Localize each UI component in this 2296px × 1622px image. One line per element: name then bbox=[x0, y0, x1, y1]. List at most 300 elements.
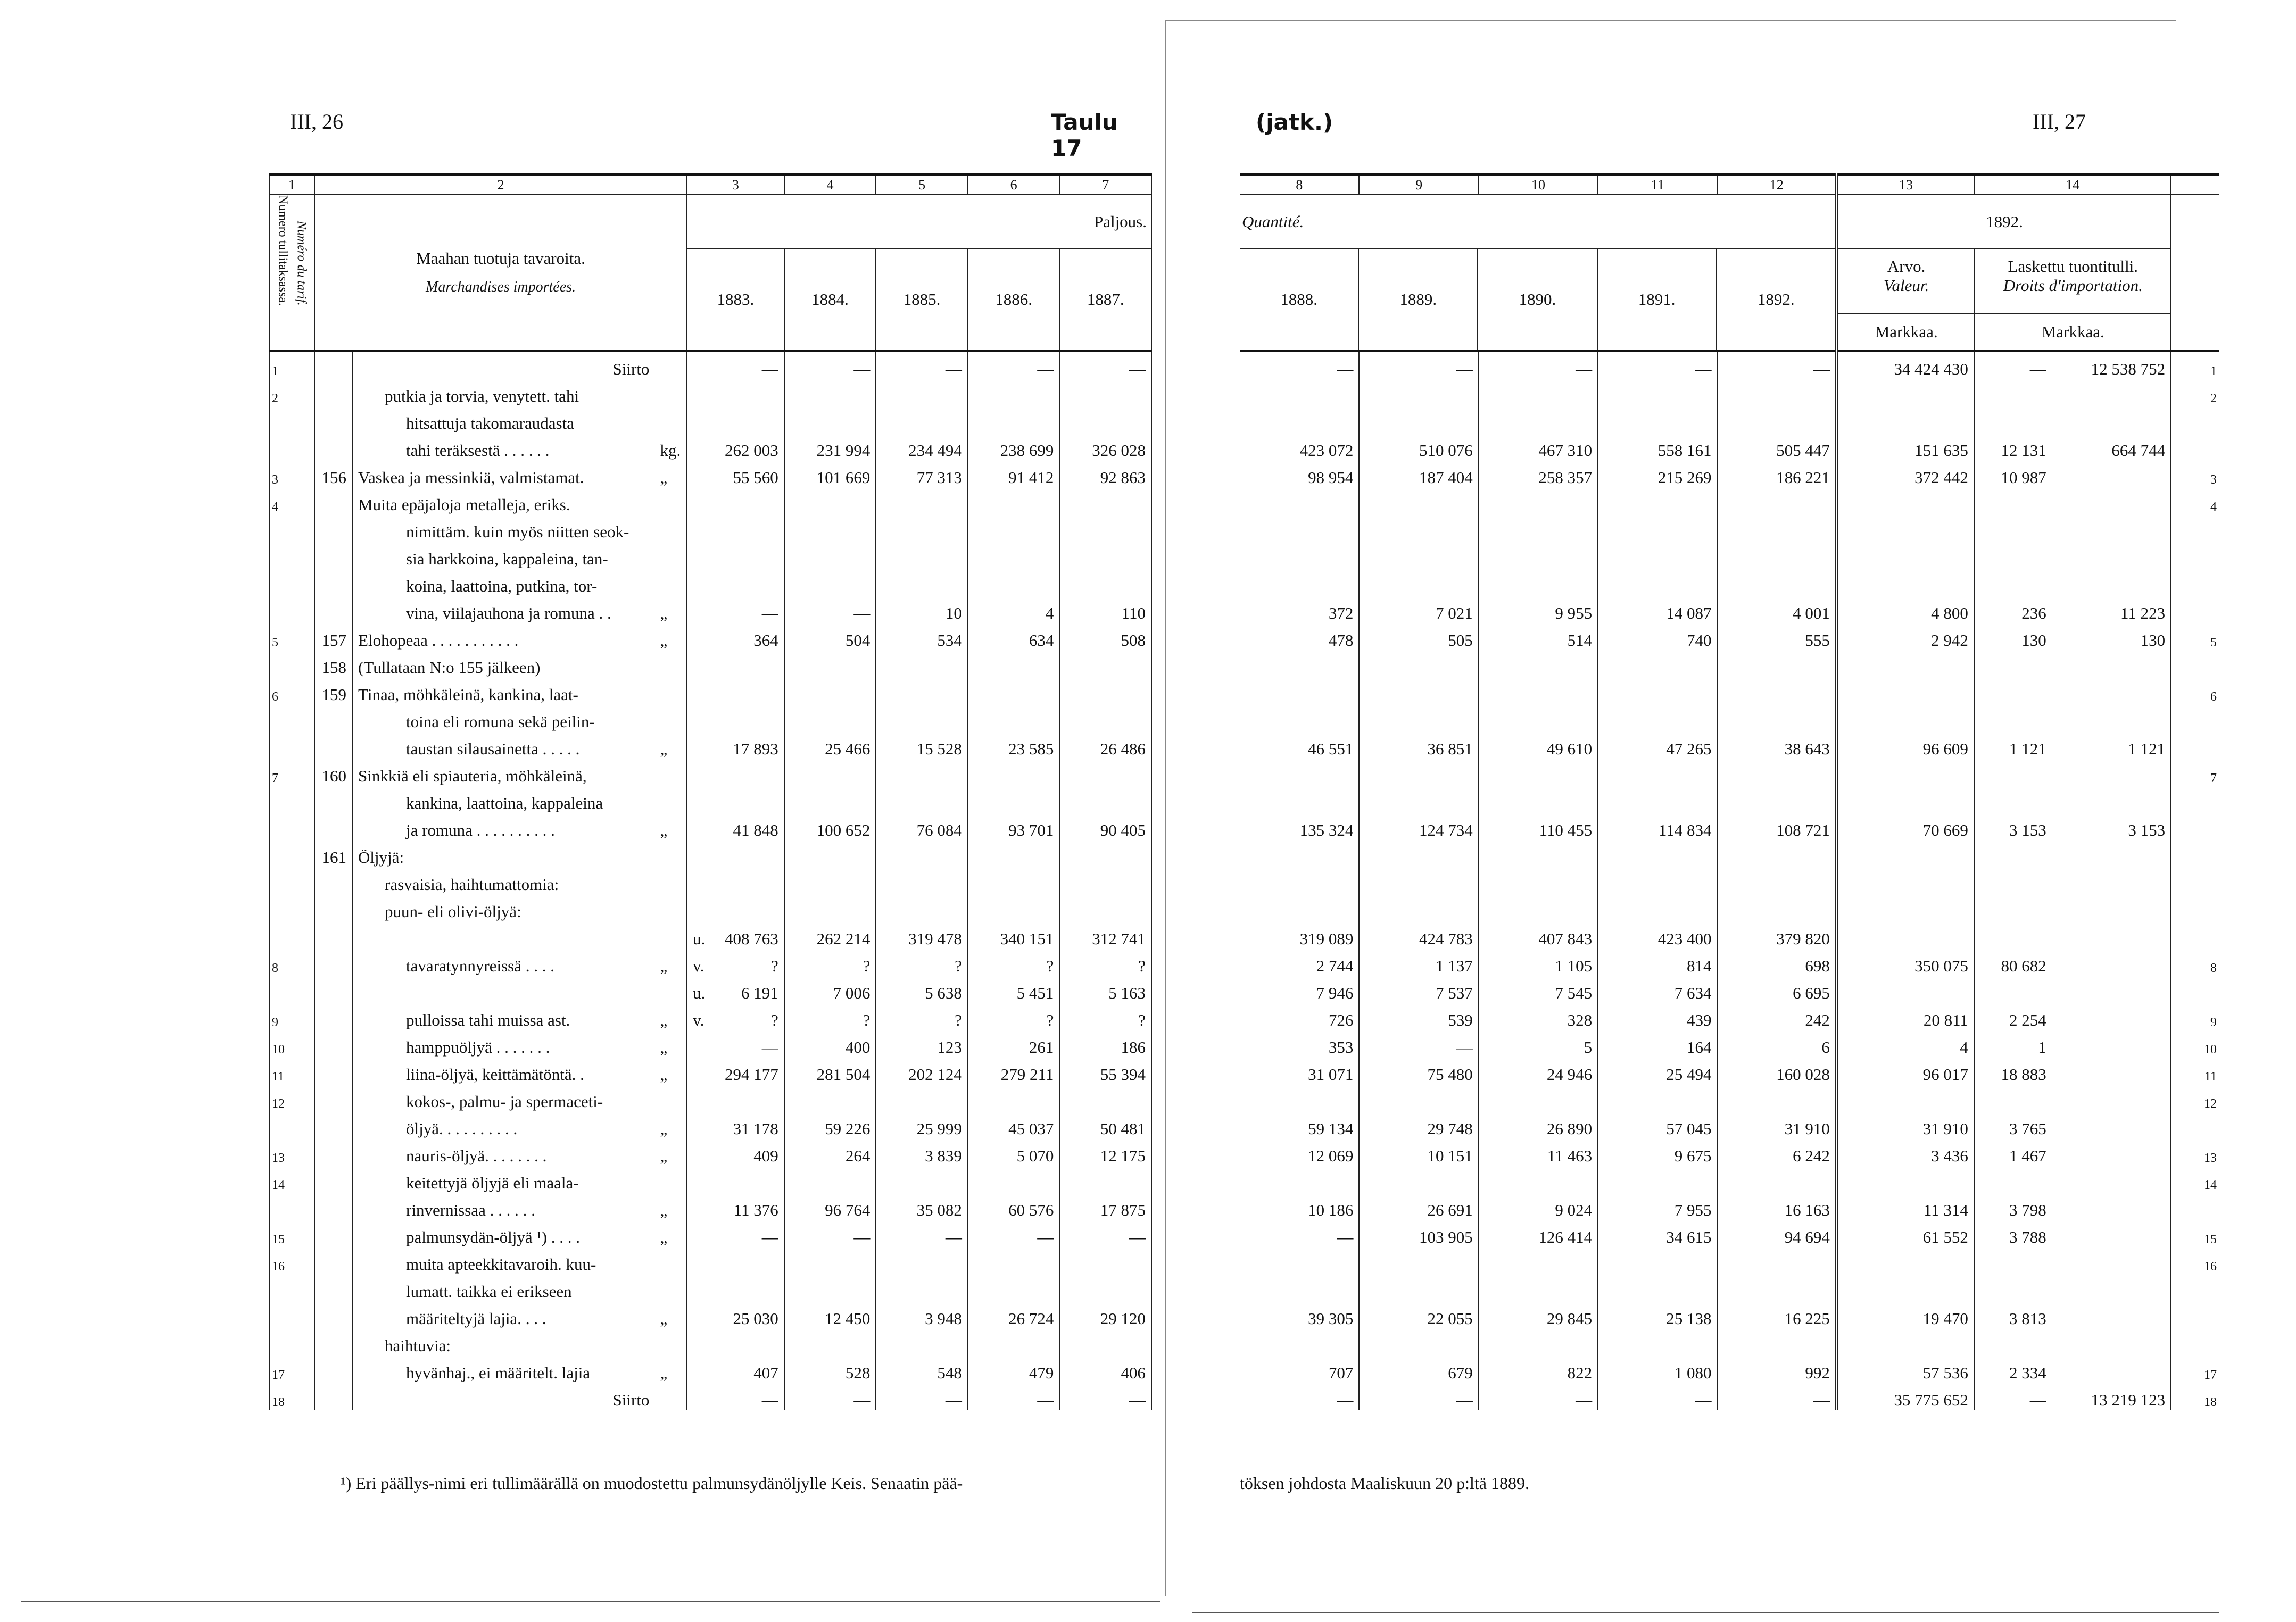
duty-total-cell: 11 223 bbox=[2120, 604, 2166, 622]
row-number: 17 bbox=[2171, 1355, 2219, 1383]
row-number: 7 bbox=[269, 759, 314, 786]
tariff-number-label: Numero tullitaksassa. bbox=[276, 195, 290, 306]
row-number bbox=[269, 406, 314, 433]
row-number bbox=[2171, 542, 2219, 569]
row-number bbox=[269, 1193, 314, 1220]
quantity-cell bbox=[687, 1003, 784, 1030]
quantity-value: ? bbox=[771, 1011, 778, 1029]
tariff-number: 157 bbox=[314, 623, 352, 650]
row-number bbox=[2171, 1328, 2219, 1355]
row-number: 7 bbox=[2171, 759, 2219, 786]
quantity-cell bbox=[1598, 704, 1717, 731]
row-number bbox=[269, 433, 314, 460]
quantity-cell bbox=[1479, 1274, 1598, 1301]
unit-mark: „ bbox=[660, 1201, 668, 1219]
quantity-cell bbox=[1059, 759, 1151, 786]
quantity-cell: 231 994 bbox=[784, 433, 876, 460]
quantity-cell bbox=[1479, 406, 1598, 433]
quantity-cell bbox=[784, 650, 876, 677]
brace-mark: v. bbox=[693, 956, 704, 975]
row-number bbox=[2171, 650, 2219, 677]
quantity-cell: — bbox=[784, 351, 876, 379]
value-cell bbox=[1837, 1166, 1974, 1193]
table-row bbox=[1240, 1084, 2219, 1111]
unit-mark: „ bbox=[660, 739, 668, 758]
unit-mark bbox=[654, 1274, 687, 1301]
table-row bbox=[1240, 487, 2219, 514]
quantity-cell: — bbox=[1359, 1383, 1478, 1410]
tariff-number: 156 bbox=[314, 460, 352, 487]
quantity-cell: — bbox=[1479, 1383, 1598, 1410]
quantity-cell bbox=[876, 1166, 968, 1193]
quantity-cell bbox=[1598, 514, 1717, 542]
value-cell bbox=[1837, 677, 1974, 704]
quantity-cell: 234 494 bbox=[876, 433, 968, 460]
right-page-number: III, 27 bbox=[2033, 110, 2086, 134]
goods-description: Vaskea ja messinkiä, valmistamat. bbox=[352, 460, 654, 487]
row-number: 13 bbox=[269, 1138, 314, 1166]
table-row bbox=[1240, 460, 2219, 487]
row-number bbox=[2171, 921, 2219, 949]
quantity-cell: 7 955 bbox=[1598, 1193, 1717, 1220]
quantity-cell: 103 905 bbox=[1359, 1220, 1478, 1247]
markkaa-value: Markkaa. bbox=[1838, 314, 1976, 350]
tariff-number bbox=[314, 704, 352, 731]
quantity-cell bbox=[1059, 650, 1151, 677]
unit-mark bbox=[654, 677, 687, 704]
quantity-cell bbox=[968, 867, 1060, 894]
quantity-cell bbox=[1059, 542, 1151, 569]
quantity-cell bbox=[968, 894, 1060, 921]
quantity-cell bbox=[1359, 1247, 1478, 1274]
quantity-cell bbox=[1240, 650, 1359, 677]
quantity-cell bbox=[784, 406, 876, 433]
quantity-cell: 164 bbox=[1598, 1030, 1717, 1057]
table-row bbox=[269, 1383, 1151, 1410]
unit-mark: „ bbox=[660, 1065, 668, 1084]
unit-mark: „ bbox=[660, 1363, 668, 1382]
quantity-cell: 328 bbox=[1479, 1003, 1598, 1030]
quantity-cell bbox=[1718, 704, 1837, 731]
table-row bbox=[269, 569, 1151, 596]
duty-cell: — bbox=[1974, 1383, 2052, 1410]
quantity-cell bbox=[1718, 379, 1837, 406]
year-1887: 1887. bbox=[1087, 290, 1124, 309]
quantity-cell bbox=[687, 1328, 784, 1355]
duty-total-cell bbox=[2052, 1030, 2171, 1057]
duty-total-cell bbox=[2052, 921, 2171, 949]
quantity-cell: 11 463 bbox=[1479, 1138, 1598, 1166]
table-row bbox=[1240, 1328, 2219, 1355]
quantity-cell: 514 bbox=[1479, 623, 1598, 650]
goods-description: taustan silausainetta . . . . . bbox=[352, 731, 654, 759]
quantity-cell bbox=[784, 1247, 876, 1274]
quantity-cell: 12 450 bbox=[784, 1301, 876, 1328]
quantity-cell bbox=[687, 1084, 784, 1111]
quantity-cell bbox=[1359, 677, 1478, 704]
quantity-cell bbox=[687, 677, 784, 704]
quantity-cell: 16 163 bbox=[1718, 1193, 1837, 1220]
quantity-cell bbox=[784, 542, 876, 569]
quantity-cell bbox=[1059, 569, 1151, 596]
tariff-number bbox=[314, 542, 352, 569]
table-row bbox=[269, 351, 1151, 379]
table-row bbox=[1240, 704, 2219, 731]
duty-total-cell bbox=[2052, 1084, 2171, 1111]
row-number: 4 bbox=[2171, 487, 2219, 514]
quantity-cell bbox=[1240, 894, 1359, 921]
colnum-8: 8 bbox=[1240, 174, 1359, 195]
quantity-cell: 319 089 bbox=[1299, 929, 1354, 948]
quantity-cell: 478 bbox=[1328, 631, 1354, 650]
quantity-cell bbox=[876, 894, 968, 921]
goods-description: (Tullataan N:o 155 jälkeen) bbox=[352, 650, 654, 677]
quantity-cell bbox=[1359, 759, 1478, 786]
table-row bbox=[269, 704, 1151, 731]
duty-total-cell bbox=[2052, 514, 2171, 542]
row-number bbox=[2171, 569, 2219, 596]
quantity-cell: 135 324 bbox=[1299, 821, 1354, 839]
quantity-cell bbox=[1059, 1274, 1151, 1301]
quantity-cell: — bbox=[1359, 1030, 1478, 1057]
unit-mark: „ bbox=[660, 1228, 668, 1246]
table-row bbox=[1240, 1355, 2219, 1383]
duty-cell: 80 682 bbox=[1974, 949, 2052, 976]
quantity-cell bbox=[1598, 1084, 1717, 1111]
row-number: 14 bbox=[2171, 1166, 2219, 1193]
quantity-cell bbox=[687, 867, 784, 894]
quantity-cell bbox=[968, 379, 1060, 406]
duty-cell: 3 765 bbox=[1974, 1111, 2052, 1138]
quantity-cell bbox=[1598, 677, 1717, 704]
quantity-cell bbox=[1479, 1166, 1598, 1193]
duty-cell bbox=[1974, 542, 2052, 569]
row-number: 8 bbox=[269, 949, 314, 976]
row-number bbox=[269, 1301, 314, 1328]
quantity-cell: 15 528 bbox=[876, 731, 968, 759]
quantity-cell: — bbox=[1718, 1383, 1837, 1410]
year-1884: 1884. bbox=[785, 249, 877, 350]
unit-mark bbox=[654, 1328, 687, 1355]
quantity-cell bbox=[968, 840, 1060, 867]
quantity-cell bbox=[1240, 569, 1359, 596]
goods-description: lumatt. taikka ei erikseen bbox=[352, 1274, 654, 1301]
quantity-cell bbox=[784, 379, 876, 406]
quantity-cell bbox=[1240, 514, 1359, 542]
unit-mark bbox=[654, 786, 687, 813]
row-number: 2 bbox=[269, 379, 314, 406]
year-1892: 1892. bbox=[1757, 290, 1795, 309]
value-cell bbox=[1837, 1328, 1974, 1355]
duty-cell bbox=[1974, 759, 2052, 786]
table-row bbox=[269, 1301, 1151, 1328]
row-number bbox=[2171, 894, 2219, 921]
quantity-cell bbox=[1479, 677, 1598, 704]
tariff-number bbox=[314, 949, 352, 976]
goods-description: Elohopeaa . . . . . . . . . . . bbox=[352, 623, 654, 650]
duty-total-cell: 12 538 752 bbox=[2091, 360, 2166, 378]
value-cell bbox=[1837, 569, 1974, 596]
table-row bbox=[1240, 1220, 2219, 1247]
duty-cell bbox=[1974, 704, 2052, 731]
value-cell: 61 552 bbox=[1837, 1220, 1974, 1247]
quantity-cell: 25 466 bbox=[784, 731, 876, 759]
tariff-number bbox=[314, 894, 352, 921]
row-number: 1 bbox=[2171, 351, 2219, 379]
duty-cell bbox=[1974, 894, 2052, 921]
quantity-cell bbox=[1598, 786, 1717, 813]
duty-total-cell bbox=[2052, 569, 2171, 596]
quantity-cell: — bbox=[876, 1383, 968, 1410]
quantity-cell: 423 072 bbox=[1299, 441, 1354, 460]
row-number bbox=[2171, 786, 2219, 813]
tariff-number bbox=[314, 487, 352, 514]
quantity-cell bbox=[1718, 1247, 1837, 1274]
table-row bbox=[1240, 1274, 2219, 1301]
duty-total-cell bbox=[2052, 1220, 2171, 1247]
duty-cell bbox=[1974, 786, 2052, 813]
table-row bbox=[269, 759, 1151, 786]
quantity-cell: 114 834 bbox=[1598, 813, 1717, 840]
duty-cell bbox=[1974, 867, 2052, 894]
quantity-cell: 7 545 bbox=[1479, 976, 1598, 1003]
quantity-cell bbox=[1718, 894, 1837, 921]
table-row bbox=[269, 813, 1151, 840]
value-cell: 34 424 430 bbox=[1837, 351, 1974, 379]
duty-cell: 18 883 bbox=[1974, 1057, 2052, 1084]
quantity-cell bbox=[968, 1247, 1060, 1274]
quantity-cell bbox=[1240, 542, 1359, 569]
quantity-cell bbox=[968, 1328, 1060, 1355]
tariff-number: 158 bbox=[314, 650, 352, 677]
quantity-cell: 17 893 bbox=[687, 731, 784, 759]
quantity-cell bbox=[968, 1166, 1060, 1193]
quantity-cell bbox=[784, 786, 876, 813]
duty-total-cell bbox=[2052, 867, 2171, 894]
tariff-number bbox=[314, 1030, 352, 1057]
quantity-cell: 36 851 bbox=[1359, 731, 1478, 759]
quantity-cell bbox=[876, 514, 968, 542]
quantity-cell: 26 486 bbox=[1059, 731, 1151, 759]
quantity-cell: 279 211 bbox=[968, 1057, 1060, 1084]
tariff-number bbox=[314, 1383, 352, 1410]
table-row bbox=[269, 1003, 1151, 1030]
quantity-cell bbox=[876, 677, 968, 704]
table-row bbox=[1240, 867, 2219, 894]
table-row bbox=[269, 1084, 1151, 1111]
tariff-number: 159 bbox=[314, 677, 352, 704]
quantity-cell: 740 bbox=[1598, 623, 1717, 650]
value-cell bbox=[1837, 921, 1974, 949]
quantity-cell: 814 bbox=[1598, 949, 1717, 976]
brace-mark: v. bbox=[693, 1011, 704, 1029]
table-row bbox=[269, 487, 1151, 514]
quantity-cell: ? bbox=[784, 949, 876, 976]
quantity-cell bbox=[1718, 542, 1837, 569]
value-cell bbox=[1837, 1084, 1974, 1111]
table-title-continued: (jatk.) bbox=[1256, 109, 1333, 135]
unit-mark bbox=[654, 379, 687, 406]
table-row bbox=[269, 1220, 1151, 1247]
goods-description: tahi teräksestä . . . . . . bbox=[352, 433, 654, 460]
unit-mark: „ bbox=[660, 631, 668, 650]
table-row bbox=[1240, 1193, 2219, 1220]
goods-description: Siirto bbox=[352, 1383, 654, 1410]
value-cell bbox=[1837, 1247, 1974, 1274]
quantity-cell: — bbox=[1479, 351, 1598, 379]
quantity-cell: 100 652 bbox=[784, 813, 876, 840]
quantity-cell bbox=[1598, 840, 1717, 867]
quantity-cell: 31 178 bbox=[687, 1111, 784, 1138]
quantity-cell bbox=[1718, 406, 1837, 433]
quantity-cell: 5 638 bbox=[876, 976, 968, 1003]
duty-cell bbox=[1974, 1247, 2052, 1274]
quantity-cell: 406 bbox=[1059, 1355, 1151, 1383]
duty-total-cell bbox=[2052, 704, 2171, 731]
quantity-cell bbox=[1718, 759, 1837, 786]
quantity-cell bbox=[1598, 569, 1717, 596]
quantity-cell: 26 691 bbox=[1359, 1193, 1478, 1220]
quantity-cell: 4 bbox=[968, 596, 1060, 623]
unit-mark bbox=[654, 840, 687, 867]
duty-total-cell bbox=[2052, 759, 2171, 786]
quantity-cell bbox=[1359, 786, 1478, 813]
quantity-cell bbox=[1479, 1084, 1598, 1111]
table-row bbox=[269, 379, 1151, 406]
quantity-cell: 41 848 bbox=[687, 813, 784, 840]
row-number: 15 bbox=[269, 1220, 314, 1247]
quantity-cell bbox=[968, 1274, 1060, 1301]
quantity-cell bbox=[876, 542, 968, 569]
duty-total-cell bbox=[2052, 1355, 2171, 1383]
table-row bbox=[1240, 840, 2219, 867]
row-number bbox=[2171, 406, 2219, 433]
quantity-cell: — bbox=[784, 1383, 876, 1410]
unit-mark bbox=[654, 1383, 687, 1410]
value-cell: 4 bbox=[1837, 1030, 1974, 1057]
quantity-cell: ? bbox=[968, 949, 1060, 976]
quantity-cell: 108 721 bbox=[1718, 813, 1837, 840]
table-row bbox=[1240, 1057, 2219, 1084]
duty-cell: 3 798 bbox=[1974, 1193, 2052, 1220]
quantity-cell bbox=[1059, 840, 1151, 867]
row-number: 6 bbox=[2171, 677, 2219, 704]
row-number: 12 bbox=[2171, 1084, 2219, 1111]
quantity-cell: 258 357 bbox=[1479, 460, 1598, 487]
quantity-cell bbox=[687, 1274, 784, 1301]
value-cell: 350 075 bbox=[1837, 949, 1974, 976]
duty-total-cell bbox=[2052, 1057, 2171, 1084]
row-number bbox=[269, 921, 314, 949]
quantity-cell bbox=[1059, 867, 1151, 894]
quantity-cell: 319 478 bbox=[876, 921, 968, 949]
quantity-cell: 992 bbox=[1718, 1355, 1837, 1383]
quantity-cell: 372 bbox=[1328, 604, 1354, 622]
duty-cell bbox=[1974, 921, 2052, 949]
quantity-cell bbox=[784, 704, 876, 731]
value-cell bbox=[1837, 514, 1974, 542]
quantity-cell bbox=[876, 840, 968, 867]
quantity-cell bbox=[784, 840, 876, 867]
duty-total-cell: 3 153 bbox=[2128, 821, 2166, 839]
quantity-cell: — bbox=[1598, 1383, 1717, 1410]
unit-mark: „ bbox=[660, 1038, 668, 1057]
duty-total-cell bbox=[2052, 487, 2171, 514]
row-number: 9 bbox=[2171, 1003, 2219, 1030]
quantity-cell bbox=[1240, 1166, 1359, 1193]
value-cell bbox=[1837, 759, 1974, 786]
quantity-cell: 364 bbox=[687, 623, 784, 650]
value-cell: 96 017 bbox=[1837, 1057, 1974, 1084]
quantity-cell: 4 001 bbox=[1718, 596, 1837, 623]
quantity-cell bbox=[784, 514, 876, 542]
footnote-right: töksen johdosta Maaliskuun 20 p:ltä 1889. bbox=[1240, 1474, 1529, 1493]
table-row bbox=[269, 976, 1151, 1003]
quantity-cell bbox=[687, 786, 784, 813]
table-row bbox=[269, 1057, 1151, 1084]
table-row bbox=[1240, 351, 2219, 379]
quantity-cell bbox=[876, 1247, 968, 1274]
value-cell bbox=[1837, 650, 1974, 677]
duty-total-cell: 1 121 bbox=[2128, 739, 2166, 758]
quantity-cell bbox=[1359, 1328, 1478, 1355]
quantity-cell: 160 028 bbox=[1718, 1057, 1837, 1084]
row-number bbox=[2171, 596, 2219, 623]
colnum-1: 1 bbox=[269, 174, 314, 195]
duty-cell: 3 813 bbox=[1974, 1301, 2052, 1328]
tariff-number bbox=[314, 1220, 352, 1247]
duty-total-cell bbox=[2052, 1111, 2171, 1138]
unit-mark bbox=[654, 1084, 687, 1111]
year-1886: 1886. bbox=[968, 249, 1060, 350]
unit-mark bbox=[654, 976, 687, 1003]
unit-mark bbox=[654, 514, 687, 542]
quantity-cell bbox=[1479, 650, 1598, 677]
table-row bbox=[1240, 1166, 2219, 1193]
table-row bbox=[269, 894, 1151, 921]
quantity-cell: 548 bbox=[876, 1355, 968, 1383]
quantity-cell bbox=[1359, 542, 1478, 569]
quantity-cell: 110 455 bbox=[1479, 813, 1598, 840]
row-number: 18 bbox=[2171, 1383, 2219, 1410]
quantity-cell: 39 305 bbox=[1308, 1309, 1354, 1328]
quantity-cell: 3 948 bbox=[876, 1301, 968, 1328]
quantity-cell bbox=[876, 704, 968, 731]
duty-total-cell bbox=[2052, 840, 2171, 867]
duty-total-cell bbox=[2052, 976, 2171, 1003]
quantity-cell: 409 bbox=[687, 1138, 784, 1166]
quantity-cell bbox=[1240, 759, 1359, 786]
goods-description: hyvänhaj., ei määritelt. lajia bbox=[352, 1355, 654, 1383]
quantity-cell bbox=[1598, 1247, 1717, 1274]
quantity-cell bbox=[876, 650, 968, 677]
value-cell bbox=[1837, 840, 1974, 867]
colnum-13: 13 bbox=[1837, 174, 1974, 195]
duty-header bbox=[1975, 249, 2170, 313]
unit-mark bbox=[654, 542, 687, 569]
quantity-cell bbox=[687, 949, 784, 976]
duty-total-cell bbox=[2052, 1301, 2171, 1328]
goods-description: määriteltyjä lajia. . . . bbox=[352, 1301, 654, 1328]
quantity-cell: 261 bbox=[968, 1030, 1060, 1057]
table-row bbox=[269, 650, 1151, 677]
value-cell: 151 635 bbox=[1837, 433, 1974, 460]
row-number bbox=[2171, 514, 2219, 542]
row-number bbox=[269, 894, 314, 921]
quantity-cell: 55 560 bbox=[687, 460, 784, 487]
quantity-cell: — bbox=[968, 1220, 1060, 1247]
goods-description: tavaratynnyreissä . . . . bbox=[352, 949, 654, 976]
